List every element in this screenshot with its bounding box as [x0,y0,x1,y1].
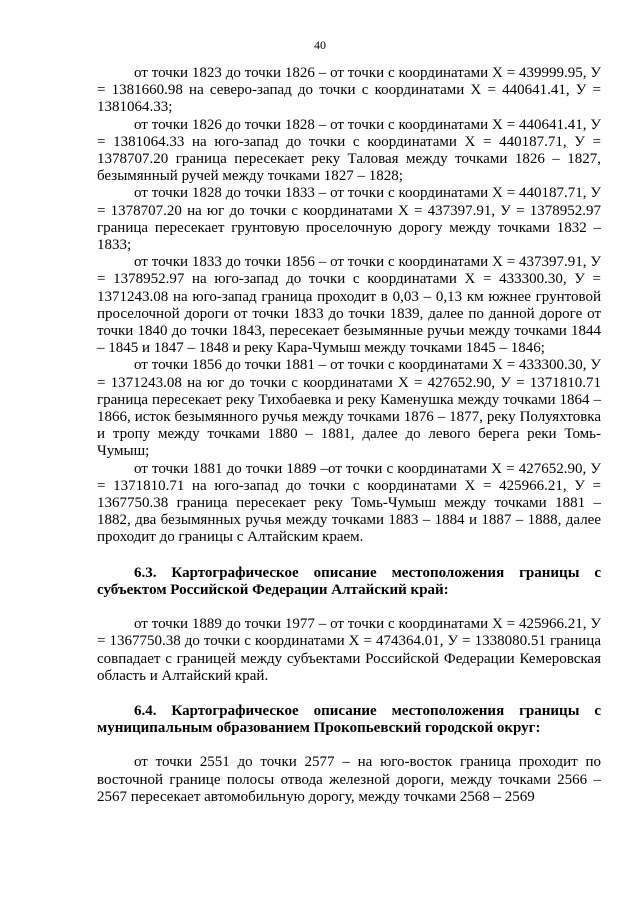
paragraph-1823-1826: от точки 1823 до точки 1826 – от точки с координатами X = 439999.95, У = 1381660.98 на северо-запад до точки с координатами X = 440641.41, У = 1381064.33; [97,65,601,116]
paragraph-1826-1828: от точки 1826 до точки 1828 – от точки с координатами X = 440641.41, У = 1381064.33 на юго-запад до точки с координатами X = 440187.71, У = 1378707.20 граница пересекает реку Таловая между точками 1826 – 1827, безымянный ручей между точками 1827 – 1828; [97,116,601,185]
section-heading-6-4: 6.4. Картографическое описание местоположения границы с муниципальным образованием Прокопьевский городской округ: [97,702,601,737]
paragraph-1856-1881: от точки 1856 до точки 1881 – от точки с координатами X = 433300.30, У = 1371243.08 на юг до точки с координатами X = 427652.90, У = 1371810.71 граница пересекает реку Тихобаевка и реку Каменушка между точками 1864 – 1866, исток безымянного ручья между точками 1876 – 1877, реку Полуяхтовка и тропу между точками 1880 – 1881, далее до левого берега реки Томь-Чумыш; [97,357,601,460]
page-number: 40 [314,38,326,52]
paragraph-1828-1833: от точки 1828 до точки 1833 – от точки с координатами X = 440187.71, У = 1378707.20 на юг до точки с координатами X = 437397.91, У = 1378952.97 граница пересекает грунтовую проселочную дорогу между точками 1832 – 1833; [97,185,601,254]
paragraph-1889-1977: от точки 1889 до точки 1977 – от точки с координатами X = 425966.21, У = 1367750.38 до точки с координатами X = 474364.01, У = 1338080.51 граница совпадает с границей между субъектами Российской Федерации Кемеровская область и Алтайский край. [97,616,601,684]
paragraph-1833-1856: от точки 1833 до точки 1856 – от точки с координатами X = 437397.91, У = 1378952.97 на юго-запад до точки с координатами X = 433300.30, У = 1371243.08 на юго-запад граница проходит в 0,03 – 0,13 км южнее грунтовой проселочной дороги от точки 1833 до точки 1839, далее по данной дороге от точки 1840 до точки 1843, пересекает безымянные ручьи между точками 1844 – 1845 и 1847 – 1848 и реку Кара-Чумыш между точками 1845 – 1846; [97,254,601,357]
section-heading-6-3: 6.3. Картографическое описание местоположения границы с субъектом Российской Федерации Алтайский край: [97,564,601,598]
document-body [97,65,601,806]
paragraph-1881-1889: от точки 1881 до точки 1889 –от точки с координатами X = 427652.90, У = 1371810.71 на юго-запад до точки с координатами X = 425966.21, У = 1367750.38 граница пересекает реку Томь-Чумыш между точками 1881 – 1882, два безымянных ручья между точками 1883 – 1884 и 1887 – 1888, далее проходит до границы с Алтайским краем. [97,460,601,546]
paragraph-2551-2577: от точки 2551 до точки 2577 – на юго-восток граница проходит по восточной границе полосы отвода железной дороги, между точками 2566 – 2567 пересекает автомобильную дорогу, между точками 2568 – 2569 [97,754,601,805]
